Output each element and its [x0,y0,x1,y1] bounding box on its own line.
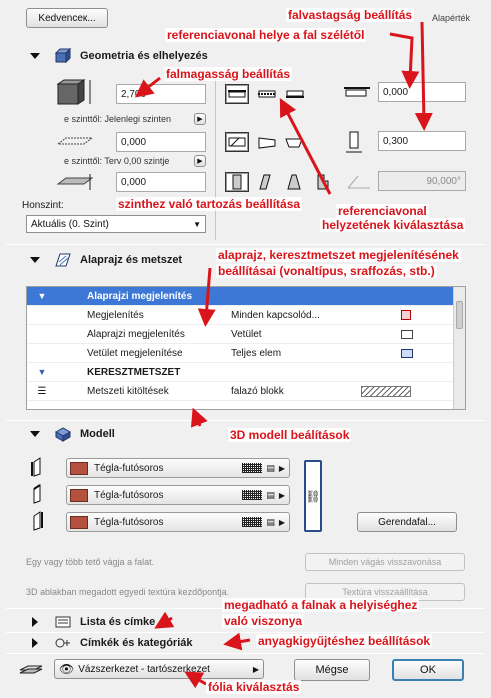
ref-offset-input[interactable]: 0,000 [378,82,466,102]
fill-pattern-icon: ☰ [37,385,47,397]
annotation-wall-thickness: falvastagság beállítás [288,8,413,22]
model-section-title: Modell [80,428,115,440]
row-name: Alaprajzi megjelenítés [87,328,185,340]
row-value: falazó blokk [231,385,284,397]
bottom-link-label: e szinttől: Terv 0,00 szintje [64,156,170,166]
row-name: Megjelenítés [87,309,144,321]
listing-section-title: Lista és címke [80,616,156,628]
bottom-offset-input[interactable]: 0,000 [116,132,206,152]
favorites-button[interactable]: Kedvenceк... [26,8,108,28]
row-name: Vetület megjelenítése [87,347,183,359]
chain-link-icon: ⛓ [306,488,320,504]
bottom-link-arrow-button[interactable]: ▶ [194,155,206,167]
eye-icon: 👁 [59,662,75,676]
annotation-model: 3D modell beálítások [230,428,350,442]
menu-arrow-icon: ▶ [278,463,285,473]
home-story-value: Aktuális (0. Szint) [31,218,109,230]
floorplan-section-title: Alaprajz és metszet [80,254,183,266]
cut-reset-button[interactable]: Minden vágás visszavonása [305,553,465,571]
top-link-arrow-button[interactable]: ▶ [194,113,206,125]
annotation-listing-2: való viszonya [224,614,303,628]
doc-icon: ▤ [266,462,275,473]
wall-height-input[interactable]: 2,700 [116,84,206,104]
row-value: Teljes elem [231,347,282,359]
layer-name: Vázszerkezet - tartószerkezet [78,663,210,675]
home-story-label: Honszint: [22,200,64,211]
annotation-ref-line-location: referenciavonal helye a fal szélétől [167,28,365,42]
annotation-tags: anyagkigyűjtéshez beállítások [258,634,431,648]
annotation-ref-line-select-2: helyzetének kiválasztása [322,218,464,232]
menu-arrow-icon: ▶ [278,490,285,500]
chevron-down-icon: ▼ [193,219,201,229]
menu-arrow-icon: ▶ [252,664,259,674]
row-name: Alaprajzi megjelenítés [87,290,193,302]
row-value: Minden kapcsolód... [231,309,320,321]
wall-thickness-input[interactable]: 0,300 [378,131,466,151]
doc-icon: ▤ [266,489,275,500]
annotation-layer: fólia kiválasztás [208,680,300,694]
cancel-button[interactable]: Mégse [294,659,370,681]
annotation-ref-line-select-1: referenciavonal [338,204,427,218]
tags-section-title: Címkék és kategóriák [80,637,193,649]
base-offset-input[interactable]: 0,000 [116,172,206,192]
material-name: Tégla-futósoros [94,516,164,528]
row-value: Vetület [231,328,262,340]
group-triangle-icon: ▼ [37,291,47,301]
row-name: Metszeti kitöltések [87,385,169,397]
annotation-listing-1: megadható a falnak a helyiséghez [224,598,418,612]
surface-settings-button[interactable]: Gerendafal... [357,512,457,532]
row-name: KERESZTMETSZET [87,366,181,378]
annotation-floorplan-1: alaprajz, keresztmetszet megjelenítésének [218,248,459,262]
geometry-section-title: Geometria és elhelyezés [80,50,208,62]
ok-button[interactable]: OK [392,659,464,681]
annotation-floorplan-2: beállításai (vonaltípus, sraffozás, stb.) [218,264,435,278]
annotation-story-assignment: szinthez való tartozás beállítása [118,197,301,211]
material-name: Tégla-futósoros [94,462,164,474]
annotation-wall-height: falmagasság beállítás [166,67,291,81]
roof-cut-note: Egy vagy több tető vágja a falat. [26,557,155,567]
texture-origin-note: 3D ablakban megadott egyedi textúra kezdőpontja. [26,587,230,597]
group-triangle-icon: ▼ [37,367,47,377]
wall-angle-input: 90,000° [378,171,466,191]
menu-arrow-icon: ▶ [278,517,285,527]
doc-icon: ▤ [266,516,275,527]
defaults-label: Alapérték [432,13,471,23]
top-link-label: e szinttől: Jelenlegi szinten [64,114,172,124]
texture-reset-button[interactable]: Textúra visszaállítása [305,583,465,601]
material-name: Tégla-futósoros [94,489,164,501]
